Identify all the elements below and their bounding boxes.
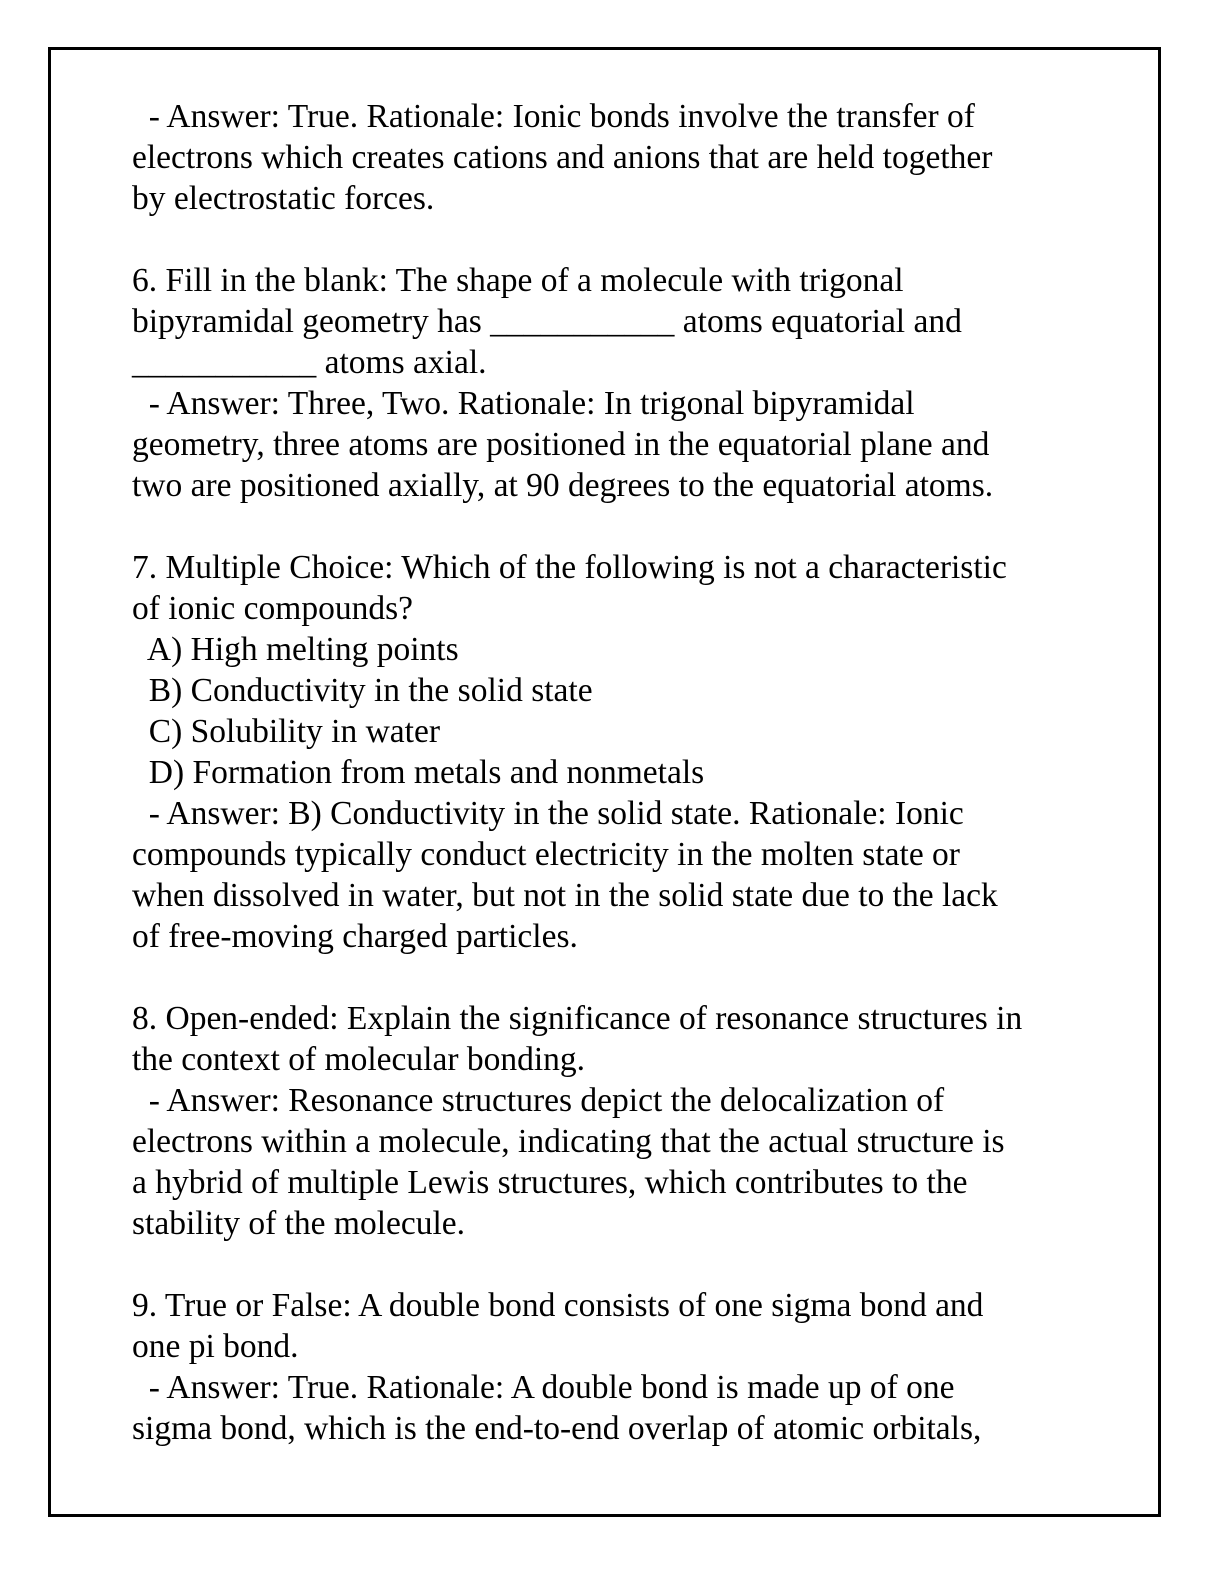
paragraph-spacer (132, 1244, 1092, 1285)
text-line: compounds typically conduct electricity in the molten state or (132, 836, 960, 873)
text-line: one pi bond. (132, 1328, 299, 1365)
question-block-q9 (132, 1285, 1092, 1449)
text-line: 8. Open-ended: Explain the significance of resonance structures in (132, 1000, 1023, 1037)
paragraph-spacer (132, 957, 1092, 998)
text-line: geometry, three atoms are positioned in the equatorial plane and (132, 426, 990, 463)
text-line: of free-moving charged particles. (132, 918, 578, 955)
text-line: stability of the molecule. (132, 1205, 466, 1242)
text-line: ___________ atoms axial. (132, 344, 487, 381)
question-block-q6 (132, 260, 1092, 506)
paragraph-spacer (132, 506, 1092, 547)
text-line: of ionic compounds? (132, 590, 413, 627)
text-line: sigma bond, which is the end-to-end overlap of atomic orbitals, (132, 1410, 982, 1447)
question-block-q5-answer (132, 96, 1092, 219)
text-line: bipyramidal geometry has ___________ atoms equatorial and (132, 303, 962, 340)
text-line: - Answer: True. Rationale: Ionic bonds involve the transfer of (132, 98, 975, 135)
question-block-q8 (132, 998, 1092, 1244)
text-line: by electrostatic forces. (132, 180, 435, 217)
text-line: 7. Multiple Choice: Which of the following is not a characteristic (132, 549, 1007, 586)
text-line: 9. True or False: A double bond consists of one sigma bond and (132, 1287, 984, 1324)
text-line: electrons within a molecule, indicating that the actual structure is (132, 1123, 1005, 1160)
text-line: a hybrid of multiple Lewis structures, which contributes to the (132, 1164, 968, 1201)
text-line: C) Solubility in water (132, 713, 440, 750)
text-line: - Answer: True. Rationale: A double bond is made up of one (132, 1369, 955, 1406)
text-line: when dissolved in water, but not in the solid state due to the lack (132, 877, 998, 914)
text-line: electrons which creates cations and anions that are held together (132, 139, 993, 176)
text-line: two are positioned axially, at 90 degrees to the equatorial atoms. (132, 467, 994, 504)
text-line: A) High melting points (132, 631, 459, 668)
text-line: - Answer: B) Conductivity in the solid state. Rationale: Ionic (132, 795, 964, 832)
text-line: D) Formation from metals and nonmetals (132, 754, 705, 791)
question-block-q7 (132, 547, 1092, 957)
text-line: 6. Fill in the blank: The shape of a molecule with trigonal (132, 262, 904, 299)
text-line: - Answer: Three, Two. Rationale: In trigonal bipyramidal (132, 385, 915, 422)
text-line: - Answer: Resonance structures depict the delocalization of (132, 1082, 945, 1119)
text-line: B) Conductivity in the solid state (132, 672, 593, 709)
document-body (132, 96, 1092, 1449)
paragraph-spacer (132, 219, 1092, 260)
text-line: the context of molecular bonding. (132, 1041, 586, 1078)
